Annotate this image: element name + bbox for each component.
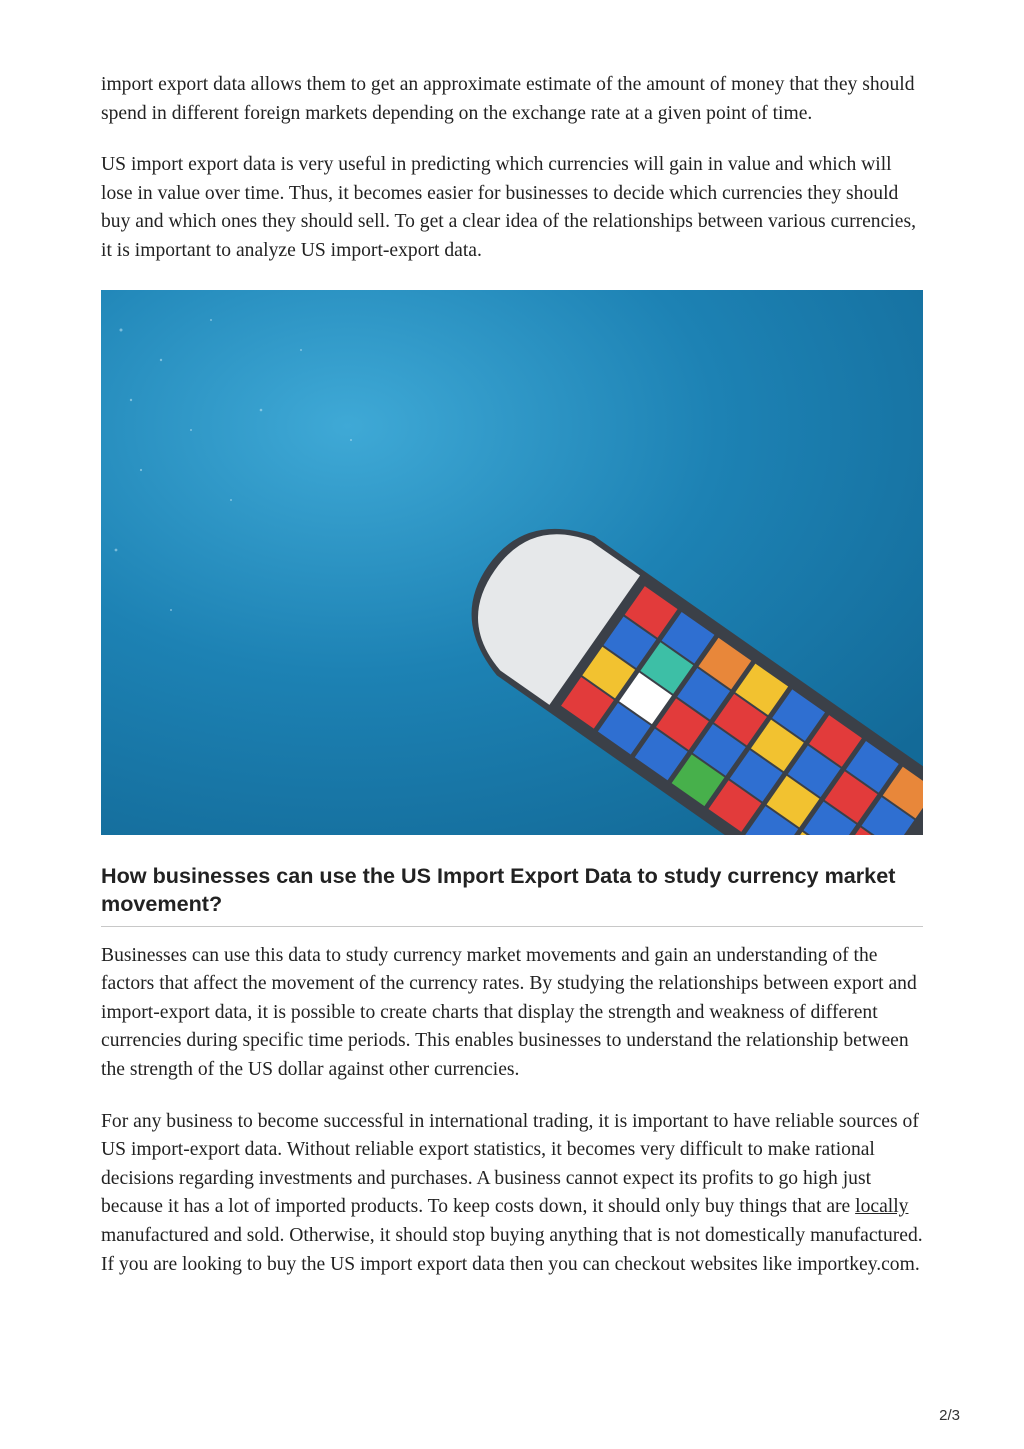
- paragraph-text-after-link: manufactured and sold. Otherwise, it should stop buying anything that is not domestically manufactured. If you are looking to buy the US import export data then you can checkout websites like importkey.com.: [101, 1224, 923, 1275]
- paragraph-currency-movements: Businesses can use this data to study currency market movements and gain an understanding of the factors that affect the movement of the currency rates. By studying the relationships between export and import-export data, it is possible to create charts that display the strength and weakness of different currencies during specific time periods. This enables businesses to understand the relationship between the strength of the US dollar against other currencies.: [101, 944, 917, 1080]
- paragraph-text-before-link: For any business to become successful in international trading, it is important to have reliable sources of US import-export data. Without reliable export statistics, it becomes very difficult to make rational decisions regarding investments and purchases. A business cannot expect its profits to go high just because it has a lot of imported products. To keep costs down, it should only buy things that are: [101, 1110, 919, 1218]
- locally-link[interactable]: locally: [855, 1196, 909, 1218]
- section-heading: How businesses can use the US Import Export Data to study currency market movement?: [101, 862, 923, 927]
- cargo-ship-illustration: [101, 290, 923, 835]
- cargo-ship-image: [101, 290, 923, 835]
- paragraph-intro: import export data allows them to get an approximate estimate of the amount of money that they should spend in different foreign markets depending on the exchange rate at a given point of time.: [101, 74, 915, 124]
- paragraph-reliable-sources: [101, 1108, 923, 1280]
- page-number: 2/3: [939, 1407, 960, 1424]
- article-body: [101, 71, 923, 1279]
- paragraph-currency-prediction: US import export data is very useful in predicting which currencies will gain in value and which will lose in value over time. Thus, it becomes easier for businesses to decide which currencies they should buy and which ones they should sell. To get a clear idea of the relationships between various currencies, it is important to analyze US import-export data.: [101, 154, 916, 261]
